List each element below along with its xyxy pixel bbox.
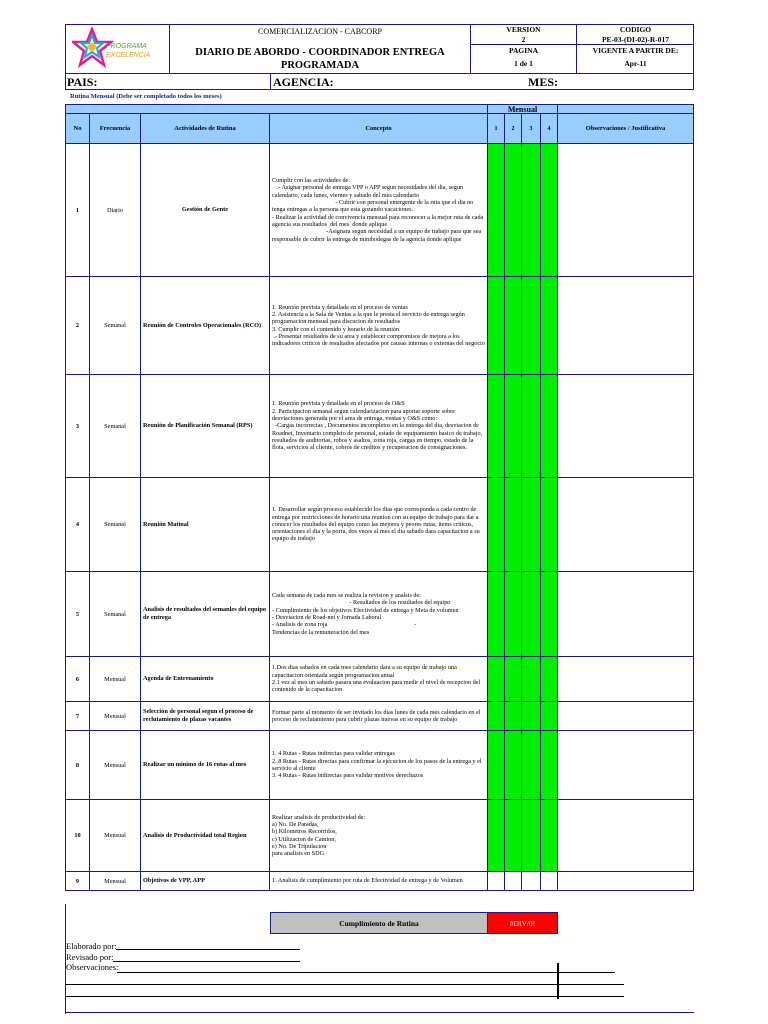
week-2-check[interactable] xyxy=(505,872,522,891)
row-activity: Analisis de Productividad total Region xyxy=(141,800,270,872)
week-1-check[interactable] xyxy=(488,872,505,891)
week-3-check[interactable] xyxy=(522,144,541,277)
col-header-actividades: Actividades de Rutina xyxy=(141,114,270,144)
codigo-label: CODIGO xyxy=(619,24,652,34)
row-frequency: Mensual xyxy=(90,702,141,731)
week-3-check[interactable] xyxy=(522,375,541,478)
compliance-label: Cumplimiento de Rutina xyxy=(270,912,488,934)
row-observations[interactable] xyxy=(558,478,694,572)
row-number: 8 xyxy=(65,731,90,800)
week-3-check[interactable] xyxy=(522,657,541,702)
row-activity: Reunión de Planificación Semanal (RPS) xyxy=(141,375,270,478)
row-observations[interactable] xyxy=(558,375,694,478)
row-activity: Gestión de Gente xyxy=(141,144,270,277)
row-activity: Realizar un minimo de 16 rutas al mes xyxy=(141,731,270,800)
week-4-check[interactable] xyxy=(541,277,558,375)
row-frequency: Semanal xyxy=(90,478,141,572)
week-4-check[interactable] xyxy=(541,702,558,731)
row-observations[interactable] xyxy=(558,572,694,657)
row-frequency: Mensual xyxy=(90,657,141,702)
row-concept: Formar parte al momento de ser invitado los dias lunes de cada mes calendario en el proceso de reclutamiento para cubrir plazas nuevas en su equipo de trabajo xyxy=(270,702,488,731)
week-4-check[interactable] xyxy=(541,144,558,277)
week-2-check[interactable] xyxy=(505,657,522,702)
week-4-check[interactable] xyxy=(541,731,558,800)
row-frequency: Semanal xyxy=(90,277,141,375)
row-observations[interactable] xyxy=(558,800,694,872)
col-header-concepto: Concepto xyxy=(270,114,488,144)
week-1-check[interactable] xyxy=(488,375,505,478)
document-title-line2: PROGRAMADA xyxy=(280,59,360,71)
row-concept: Cumplir con las actividades de: .- Asignar personal de entrega VPP o APP segun necesidades del dia, segun calendario, cada lunes, viernes y sabado del mes calendario - Cubrir con personal emergente de la ruta que el dia no tenga entregas a la persona que esta gozando vacaciones. - Realizar la actividad de convivencia mensual para reconocer a la mejor ruta de cada agencia sus resultados del mes donde aplique -Asignara segun necesidad a un equipo de trabajo para que sea responsable de cubrir la entrega de minibodegas de la agencia donde aplique xyxy=(270,144,488,277)
week-3-check[interactable] xyxy=(522,277,541,375)
week-1-check[interactable] xyxy=(488,702,505,731)
row-frequency: Mensual xyxy=(90,731,141,800)
revisado-label: Revisado por: xyxy=(66,952,114,962)
row-observations[interactable] xyxy=(558,144,694,277)
week-3-check[interactable] xyxy=(522,572,541,657)
row-number: 6 xyxy=(65,657,90,702)
row-activity: Reunión de Controles Operacionales (RCO) xyxy=(141,277,270,375)
revisado-line[interactable] xyxy=(113,961,300,962)
week-3-check[interactable] xyxy=(522,731,541,800)
vigente-label: VIGENTE A PARTIR DE: xyxy=(592,46,679,55)
row-frequency: Mensual xyxy=(90,872,141,891)
week-2-check[interactable] xyxy=(505,800,522,872)
row-activity: Selección de personal segun el proceso de reclutamiento de plazas vacantes xyxy=(141,702,270,731)
svg-text:PROGRAMA: PROGRAMA xyxy=(106,43,147,50)
week-1-check[interactable] xyxy=(488,800,505,872)
row-frequency: Diario xyxy=(90,144,141,277)
week-4-check[interactable] xyxy=(541,800,558,872)
week-2-check[interactable] xyxy=(505,572,522,657)
routine-table xyxy=(65,104,694,904)
company-name: COMERCIALIZACION - CABCORP xyxy=(257,26,382,36)
week-1-check[interactable] xyxy=(488,731,505,800)
row-concept: 1. Reunión prevista y detallada en el proceso de O&S 2. Participacion semanal segun calendarizacion para aportar soporte sobre desviaciones generada por el area de entrega, ventas y O&S como: -Cargas incorrectas , Documentos incompletos en la entrega del dia, desviacion de Roadnet, Inventario completo de personal, estado de equipamiento basico de trabajo, resultados de auditorias, robos y asaltos, zona roja, cargas en tiempo, estado de la flota, servicios al cliente, cobros de creditos y recuperacion de consignaciones. xyxy=(270,375,488,478)
vigente-value: Apr-11 xyxy=(624,59,647,68)
week-1-check[interactable] xyxy=(488,277,505,375)
row-observations[interactable] xyxy=(558,277,694,375)
codigo-value: PE-03-(DI-02)-R-017 xyxy=(577,34,694,45)
row-activity: Analisis de resultados del semanles del equipo de entrega xyxy=(141,572,270,657)
pagina-label: PAGINA xyxy=(508,46,539,55)
week-1-check[interactable] xyxy=(488,144,505,277)
row-concept: 1. Reunión prevista y detallada en el proceso de ventas 2. Asistencia a la Sala de Ventas a la que le presta el servicio de entrega según programacion mensual para discucion de resultados 3. Cumplir con el contenido y horario de la reunión .- Presentar resultados de su area y establecer compromisos de mejora a los indicadores criticos de resultados afectados por causas internas o externas del negocio xyxy=(270,277,488,375)
routine-note: Rutina Mensual (Debe ser completado todos los meses) xyxy=(70,92,222,100)
mensual-label: Mensual xyxy=(488,104,558,114)
row-concept: Realizar analisis de productividad de: a) No. De Paradas, b) Kilometros Recorridos, c) Utilizacion de Camion, e) No. De Tripulacion para analisis en SDG xyxy=(270,800,488,872)
elaborado-line[interactable] xyxy=(116,949,300,950)
week-1-check[interactable] xyxy=(488,657,505,702)
row-concept: 1. 4 Rutas - Rutas indirectas para validar entregas 2. 8 Rutas - Rutas directas para confirmar la ejecucion de los pasos de la entrega y el servicio al cliente 3. 4 Rutas - Rutas indirectas para validar motivos derechazos xyxy=(270,731,488,800)
row-concept: 1.Dos dias sabados en cada mes calendario dara a su equipo de trabajo una capacitacion orientada según programacion anual 2.1 vez al mes un sabado pasara una evaluacion para medir el nivel de recepcion del contenido de la capacitacion xyxy=(270,657,488,702)
week-1-check[interactable] xyxy=(488,478,505,572)
version-value: 2 xyxy=(470,34,577,45)
agencia-field[interactable]: AGENCIA: xyxy=(270,74,470,90)
week-4-check[interactable] xyxy=(541,375,558,478)
week-3-check[interactable] xyxy=(522,702,541,731)
week-2-check[interactable] xyxy=(505,702,522,731)
week-2-check[interactable] xyxy=(505,144,522,277)
col-header-no: No xyxy=(65,114,90,144)
row-observations[interactable] xyxy=(558,731,694,800)
header-blank-right xyxy=(558,104,694,114)
bottom-frame-line xyxy=(65,1012,694,1013)
row-number: 1 xyxy=(65,144,90,277)
row-number: 2 xyxy=(65,277,90,375)
week-4-check[interactable] xyxy=(541,572,558,657)
row-frequency: Mensual xyxy=(90,800,141,872)
col-header-observaciones: Observaciones / Justificativa xyxy=(558,114,694,144)
col-header-week-2: 2 xyxy=(505,114,522,144)
week-2-check[interactable] xyxy=(505,277,522,375)
week-4-check[interactable] xyxy=(541,872,558,891)
row-activity: Reunión Matinal xyxy=(141,478,270,572)
row-activity: Agenda de Entrenamiento xyxy=(141,657,270,702)
week-3-check[interactable] xyxy=(522,872,541,891)
col-header-frecuencia: Frecuencia xyxy=(90,114,141,144)
row-concept: 1. Desarrollar según proceso establecido los dias que corresponda a cada centro de entrega por restricciones de horario una reunion con su equipo de trabajo para dar a conocer los resultados del equipo como las mejores y peores rutas, items criticos, orientaciones el dia y la porra, dos veces al mes el dia sabado dara capacitacion a su equipo de trabajo xyxy=(270,478,488,572)
row-observations[interactable] xyxy=(558,657,694,702)
version-label: VERSION xyxy=(506,24,541,34)
week-3-check[interactable] xyxy=(522,478,541,572)
mes-field[interactable]: MES: xyxy=(528,74,558,89)
programa-excelencia-logo xyxy=(72,27,152,71)
observaciones-divider xyxy=(557,963,559,999)
row-number: 7 xyxy=(65,702,90,731)
observaciones-line-1[interactable] xyxy=(117,972,615,973)
week-2-check[interactable] xyxy=(505,375,522,478)
svg-text:EXCELENCIA: EXCELENCIA xyxy=(106,52,151,59)
compliance-value: #DIV/0! xyxy=(488,912,558,934)
week-2-check[interactable] xyxy=(505,478,522,572)
week-4-check[interactable] xyxy=(541,478,558,572)
week-4-check[interactable] xyxy=(541,657,558,702)
row-number: 10 xyxy=(65,800,90,872)
observaciones-line-2[interactable] xyxy=(66,984,624,985)
row-concept: 1. Analisis de cumplimiento por ruta de Efectividad de entrega y de Volumen xyxy=(270,872,488,891)
col-header-week-3: 3 xyxy=(522,114,541,144)
row-observations[interactable] xyxy=(558,702,694,731)
row-frequency: Semanal xyxy=(90,572,141,657)
week-2-check[interactable] xyxy=(505,731,522,800)
observaciones-label: Observaciones: xyxy=(66,962,119,972)
pais-field[interactable]: PAIS: xyxy=(67,74,98,89)
row-number: 3 xyxy=(65,375,90,478)
col-header-week-4: 4 xyxy=(541,114,558,144)
pagina-value: 1 de 1 xyxy=(514,59,533,68)
week-1-check[interactable] xyxy=(488,572,505,657)
week-3-check[interactable] xyxy=(522,800,541,872)
row-number: 9 xyxy=(65,872,90,891)
elaborado-label: Elaborado por: xyxy=(66,941,117,951)
row-frequency: Semanal xyxy=(90,375,141,478)
row-observations[interactable] xyxy=(558,872,694,891)
header-blank-left xyxy=(65,104,488,114)
logo-cell xyxy=(65,24,170,74)
document-title-line1: DIARIO DE ABORDO - COORDINADOR ENTREGA xyxy=(195,46,445,58)
row-concept: Cada semana de cada mes se realiza la revision y analsis de: - Resultados de los resultados del equipo - Cumplimiento de los objetivos Efectividad de entrega y Meta de volumen - Desviacion de Road-net y Jornada Laboral - Analisis de zona roja - Tendencias de la remuneracion del mes xyxy=(270,572,488,657)
row-activity: Objetivos de VPP, APP xyxy=(141,872,270,891)
col-header-week-1: 1 xyxy=(488,114,505,144)
observaciones-line-3[interactable] xyxy=(66,996,624,997)
row-number: 4 xyxy=(65,478,90,572)
row-number: 5 xyxy=(65,572,90,657)
